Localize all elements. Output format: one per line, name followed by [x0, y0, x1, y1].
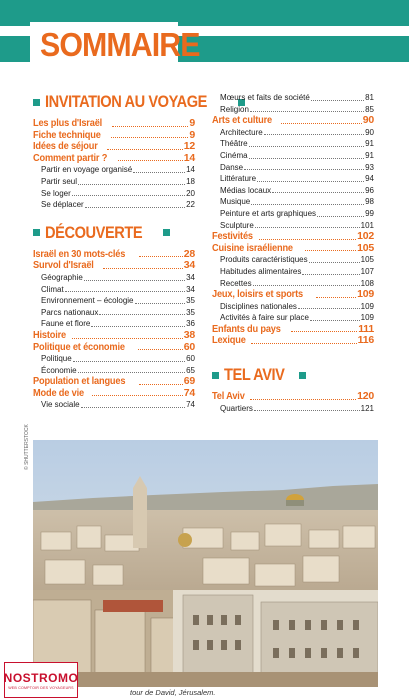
dot-leader [103, 268, 183, 269]
toc-entry[interactable] [212, 208, 374, 220]
toc-entry-label: Littérature [220, 174, 257, 184]
toc-entry[interactable] [212, 266, 374, 278]
toc-entry-label: Quartiers [220, 403, 253, 413]
toc-entry-page: 109 [360, 301, 374, 311]
square-bullet-icon [33, 99, 40, 106]
dot-leader [72, 338, 183, 339]
section-heading [33, 223, 195, 243]
toc-entry[interactable] [212, 254, 374, 266]
dot-leader [311, 100, 364, 101]
toc-entry-label: Histoire [33, 328, 66, 341]
toc-entry-label: Cuisine israélienne [212, 241, 293, 254]
toc-entry[interactable] [212, 173, 374, 185]
toc-entry-label: Jeux, loisirs et sports [212, 288, 303, 301]
toc-entry[interactable] [212, 391, 374, 403]
toc-entry-label: Géographie [41, 272, 83, 282]
toc-entry-label: Tel Aviv [212, 390, 245, 403]
toc-entry-page: 98 [365, 197, 374, 207]
dot-leader [249, 158, 365, 159]
toc-entry-page: 74 [186, 400, 195, 410]
toc-entry[interactable] [212, 196, 374, 208]
toc-entry[interactable] [212, 403, 374, 415]
toc-entry[interactable] [212, 127, 374, 139]
toc-entry-page: 116 [357, 334, 374, 347]
jerusalem-photo [33, 440, 378, 687]
toc-entry-page: 60 [183, 340, 195, 353]
toc-entry-label: Médias locaux [220, 185, 272, 195]
toc-entry-label: Partir en voyage organisé [41, 165, 133, 175]
toc-entry-page: 99 [365, 208, 374, 218]
dot-leader [250, 399, 356, 400]
toc-entry-label: Idées de séjour [33, 140, 98, 153]
toc-entry-label: Parcs nationaux [41, 307, 99, 317]
toc-entry-label: Théâtre [220, 139, 248, 149]
dot-leader [309, 262, 360, 263]
toc-entries [33, 118, 195, 211]
toc-entry-page: 60 [186, 354, 195, 364]
toc-entry-label: Politique et économie [33, 340, 125, 353]
toc-entry[interactable] [33, 164, 195, 176]
toc-entry-page: 105 [357, 241, 374, 254]
photo-caption: tour de David, Jérusalem. [130, 688, 216, 697]
toc-left-column [33, 92, 207, 411]
section-heading [33, 92, 207, 112]
toc-entry[interactable] [33, 353, 195, 365]
dot-leader [249, 146, 365, 147]
toc-entry-page: 90 [365, 127, 374, 137]
toc-entry-page: 94 [365, 174, 374, 184]
toc-entry-page: 12 [183, 140, 195, 153]
square-bullet-icon [299, 372, 306, 379]
toc-entry-page: 35 [186, 296, 195, 306]
toc-entry-label: Cinéma [220, 150, 248, 160]
toc-section-tel-aviv [212, 365, 374, 414]
toc-entry[interactable] [212, 301, 374, 313]
toc-entries [33, 249, 195, 411]
dot-leader [78, 184, 185, 185]
toc-entry-label: Israël en 30 mots-clés [33, 247, 126, 260]
toc-entry-label: Population et langues [33, 375, 126, 388]
toc-entry-page: 34 [186, 272, 195, 282]
toc-entry[interactable] [33, 188, 195, 200]
toc-entry[interactable] [212, 150, 374, 162]
toc-entry[interactable] [33, 153, 195, 165]
dot-leader [99, 314, 185, 315]
dot-leader [281, 123, 362, 124]
toc-entry-page: 111 [358, 322, 374, 335]
toc-right-column [212, 92, 374, 414]
toc-entries [212, 391, 374, 414]
photo-credit: © SHUTTERSTOCK [24, 424, 30, 470]
toc-entry-page: 74 [183, 386, 195, 399]
toc-entry-page: 34 [186, 284, 195, 294]
dot-leader [251, 204, 364, 205]
cityscape-illustration [33, 440, 378, 687]
toc-entry-page: 34 [183, 259, 195, 272]
toc-entry[interactable] [33, 307, 195, 319]
toc-entry-page: 109 [357, 288, 374, 301]
toc-entry-label: Habitudes alimentaires [220, 266, 302, 276]
dot-leader [317, 216, 364, 217]
toc-entry-label: Partir seul [41, 176, 78, 186]
dot-leader [259, 239, 356, 240]
toc-entry-page: 105 [360, 255, 374, 265]
toc-entry-page: 22 [186, 200, 195, 210]
dot-leader [133, 172, 185, 173]
toc-entry-page: 109 [360, 313, 374, 323]
toc-entry-label: Peinture et arts graphiques [220, 208, 317, 218]
toc-entry-label: Vie sociale [41, 400, 80, 410]
toc-entry-label: Enfants du pays [212, 322, 281, 335]
dot-leader [138, 349, 182, 350]
toc-entry-page: 91 [365, 150, 374, 160]
toc-entry-page: 14 [183, 151, 195, 164]
toc-entry-page: 35 [186, 307, 195, 317]
toc-entry-page: 65 [186, 365, 195, 375]
dot-leader [298, 308, 360, 309]
toc-entry[interactable] [212, 115, 374, 127]
dot-leader [139, 384, 183, 385]
toc-entry-label: Arts et culture [212, 114, 273, 127]
toc-entry-page: 69 [183, 375, 195, 388]
toc-entry-page: 102 [357, 230, 374, 243]
dot-leader [65, 291, 185, 292]
toc-entry-label: Produits caractéristiques [220, 255, 308, 265]
dot-leader [272, 192, 364, 193]
square-bullet-icon [33, 229, 40, 236]
toc-entry-label: Lexique [212, 334, 246, 347]
dot-leader [302, 274, 359, 275]
toc-entry[interactable] [33, 399, 195, 411]
section-title: INVITATION AU VOYAGE [45, 92, 207, 111]
dot-leader [118, 160, 182, 161]
toc-entry-page: 90 [362, 114, 374, 127]
toc-entry-label: Festivités [212, 230, 253, 243]
logo-name: NOSTROMO [3, 670, 79, 685]
toc-entry-label: Activités à faire sur place [220, 313, 309, 323]
toc-entry-page: 121 [360, 403, 374, 413]
toc-entry-label: Architecture [220, 127, 263, 137]
dot-leader [305, 250, 356, 251]
toc-entry-label: Politique [41, 354, 72, 364]
toc-entry-page: 81 [365, 93, 374, 102]
section-title: DÉCOUVERTE [45, 222, 143, 242]
dot-leader [139, 256, 183, 257]
dot-leader [316, 297, 356, 298]
toc-entry-page: 20 [186, 188, 195, 198]
toc-entry[interactable] [212, 138, 374, 150]
toc-entry-page: 9 [189, 117, 195, 129]
dot-leader [253, 285, 360, 286]
dot-leader [84, 280, 185, 281]
toc-entry-page: 9 [189, 128, 195, 141]
dot-leader [257, 181, 364, 182]
toc-entry-page: 120 [357, 390, 374, 403]
nostromo-logo[interactable] [4, 662, 78, 698]
toc-entry-label: Environnement – écologie [41, 296, 134, 306]
toc-entry-label: Économie [41, 365, 77, 375]
toc-entry-page: 108 [360, 278, 374, 288]
dot-leader [264, 134, 364, 135]
dot-leader [72, 195, 185, 196]
toc-entry[interactable] [212, 289, 374, 301]
dot-leader [255, 227, 360, 228]
dot-leader [85, 207, 185, 208]
toc-entry-label: Recettes [220, 278, 252, 288]
square-bullet-icon [163, 229, 170, 236]
page-title: SOMMAIRE [40, 26, 200, 63]
logo-tagline: WEB COMPTOIR DES VOYAGEURS [8, 685, 74, 690]
toc-entry-label: Musique [220, 197, 251, 207]
toc-entry-label: Climat [41, 284, 64, 294]
dot-leader [291, 331, 357, 332]
toc-entry-page: 107 [360, 266, 374, 276]
toc-section-decouverte [33, 223, 195, 411]
toc-entry-label: Mœurs et faits de société [220, 93, 310, 102]
toc-entry-page: 38 [183, 328, 195, 341]
dot-leader [254, 410, 360, 411]
toc-entry-page: 18 [186, 176, 195, 186]
toc-entry[interactable] [33, 272, 195, 284]
toc-entry[interactable] [33, 295, 195, 307]
toc-section-invitation [33, 92, 207, 211]
toc-entry-page: 85 [365, 104, 374, 114]
dot-leader [107, 149, 182, 150]
toc-entry-label: Danse [220, 162, 244, 172]
toc-entry-label: Comment partir ? [33, 151, 108, 164]
dot-leader [112, 126, 188, 127]
toc-entry[interactable] [33, 284, 195, 296]
toc-entry-label: Faune et flore [41, 319, 91, 329]
toc-entry[interactable] [33, 260, 195, 272]
section-heading [212, 365, 374, 385]
dot-leader [92, 395, 183, 396]
square-bullet-icon [212, 372, 219, 379]
toc-entry-label: Se loger [41, 188, 71, 198]
toc-entry-label: Religion [220, 104, 249, 114]
toc-entry-page: 93 [365, 162, 374, 172]
section-title: TEL AVIV [224, 365, 285, 385]
toc-entry-label: Disciplines nationales [220, 301, 297, 311]
dot-leader [81, 407, 186, 408]
toc-entry[interactable] [33, 342, 195, 354]
header-band [0, 0, 409, 78]
dot-leader [91, 326, 185, 327]
toc-entry-label: Sculpture [220, 220, 254, 230]
toc-entry-label: Survol d'Israël [33, 259, 94, 272]
dot-leader [135, 303, 186, 304]
toc-entry[interactable] [33, 388, 195, 400]
toc-entries [212, 92, 374, 347]
toc-entry-page: 101 [360, 220, 374, 230]
toc-entry[interactable] [212, 243, 374, 255]
toc-entry[interactable] [212, 162, 374, 174]
toc-entry-label: Fiche technique [33, 128, 101, 141]
toc-entry[interactable] [212, 92, 374, 104]
toc-entry-label: Mode de vie [33, 386, 84, 399]
dot-leader [244, 169, 364, 170]
toc-entry[interactable] [212, 335, 374, 347]
toc-entry-page: 91 [365, 139, 374, 149]
dot-leader [111, 137, 188, 138]
toc-entry[interactable] [33, 176, 195, 188]
toc-entry-label: Se déplacer [41, 200, 84, 210]
dot-leader [73, 361, 185, 362]
toc-entry[interactable] [212, 185, 374, 197]
toc-entry-label: Les plus d'Israël [33, 117, 103, 129]
toc-entry[interactable] [33, 199, 195, 211]
toc-entry-page: 36 [186, 319, 195, 329]
dot-leader [250, 111, 364, 112]
dot-leader [78, 372, 186, 373]
toc-entry-page: 96 [365, 185, 374, 195]
toc-entry-page: 28 [183, 247, 195, 260]
dot-leader [310, 320, 360, 321]
toc-entry-page: 14 [186, 165, 195, 175]
dot-leader [251, 343, 356, 344]
